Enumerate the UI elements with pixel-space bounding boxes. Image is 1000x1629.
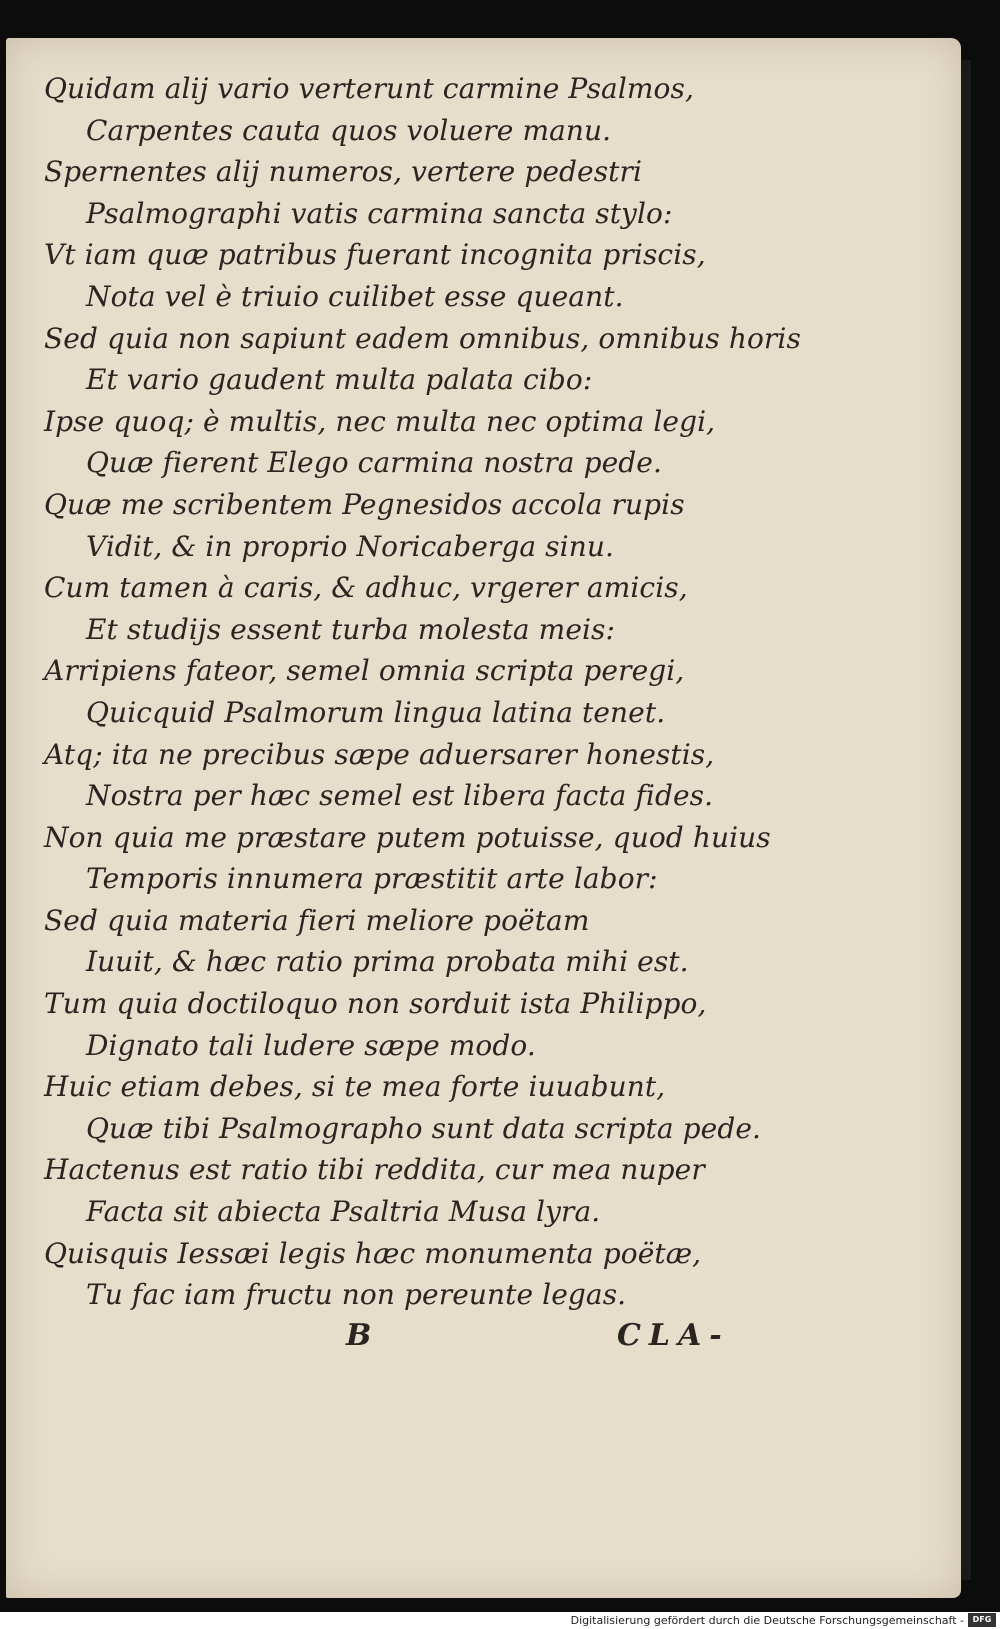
text-line: Et vario gaudent multa palata cibo:	[86, 363, 593, 397]
footer-credit: Digitalisierung gefördert durch die Deutsche Forschungsgemeinschaft -	[570, 1614, 964, 1627]
page-edge-shadow	[961, 60, 971, 1580]
text-line: Quæ fierent Elego carmina nostra pede.	[86, 446, 662, 480]
text-line: Atq; ita ne precibus sæpe aduersarer honestis,	[44, 737, 715, 771]
text-line: Nostra per hæc semel est libera facta fides.	[86, 779, 714, 813]
text-line: Quæ tibi Psalmographo sunt data scripta pede.	[86, 1111, 762, 1145]
text-line: Spernentes alij numeros, vertere pedestri	[44, 155, 643, 189]
text-line: Tum quia doctiloquo non sorduit ista Philippo,	[44, 987, 707, 1021]
text-line: Nota vel è triuio cuilibet esse queant.	[86, 279, 624, 313]
text-line: Quidam alij vario verterunt carmine Psalmos,	[44, 72, 694, 105]
text-line: Quicquid Psalmorum lingua latina tenet.	[86, 695, 666, 729]
poem-text	[44, 68, 801, 1316]
dfg-logo: DFG	[968, 1613, 996, 1627]
text-line: Carpentes cauta quos voluere manu.	[86, 113, 612, 147]
text-line: Sed quia materia fieri meliore poëtam	[44, 903, 590, 937]
text-line: Dignato tali ludere sæpe modo.	[86, 1028, 536, 1062]
text-line: Hactenus est ratio tibi reddita, cur mea nuper	[44, 1153, 705, 1187]
text-line: Temporis innumera præstitit arte labor:	[86, 862, 658, 896]
text-line: Non quia me præstare putem potuisse, quod huius	[44, 820, 771, 854]
text-line: Vidit, & in proprio Noricaberga sinu.	[86, 529, 614, 563]
text-line: Cum tamen à caris, & adhuc, vrgerer amicis,	[44, 571, 688, 605]
text-line: Vt iam quæ patribus fuerant incognita priscis,	[44, 238, 706, 272]
text-line: Sed quia non sapiunt eadem omnibus, omnibus horis	[44, 321, 801, 355]
text-line: Facta sit abiecta Psaltria Musa lyra.	[86, 1195, 601, 1229]
text-line: Et studijs essent turba molesta meis:	[86, 612, 616, 646]
signature-mark: B	[346, 1318, 372, 1353]
text-line: Ipse quoq; è multis, nec multa nec optima legi,	[44, 404, 716, 438]
catchword: CLA-	[617, 1318, 730, 1353]
text-line: Arripiens fateor, semel omnia scripta peregi,	[44, 654, 685, 688]
text-line: Quæ me scribentem Pegnesidos accola rupis	[44, 487, 685, 521]
text-line: Iuuit, & hæc ratio prima probata mihi est.	[86, 945, 689, 979]
text-line: Huic etiam debes, si te mea forte iuuabunt,	[44, 1070, 666, 1104]
text-line: Quisquis Iessæi legis hæc monumenta poëtæ,	[44, 1236, 702, 1270]
text-line: Tu fac iam fructu non pereunte legas.	[86, 1278, 627, 1312]
text-line: Psalmographi vatis carmina sancta stylo:	[86, 196, 673, 230]
